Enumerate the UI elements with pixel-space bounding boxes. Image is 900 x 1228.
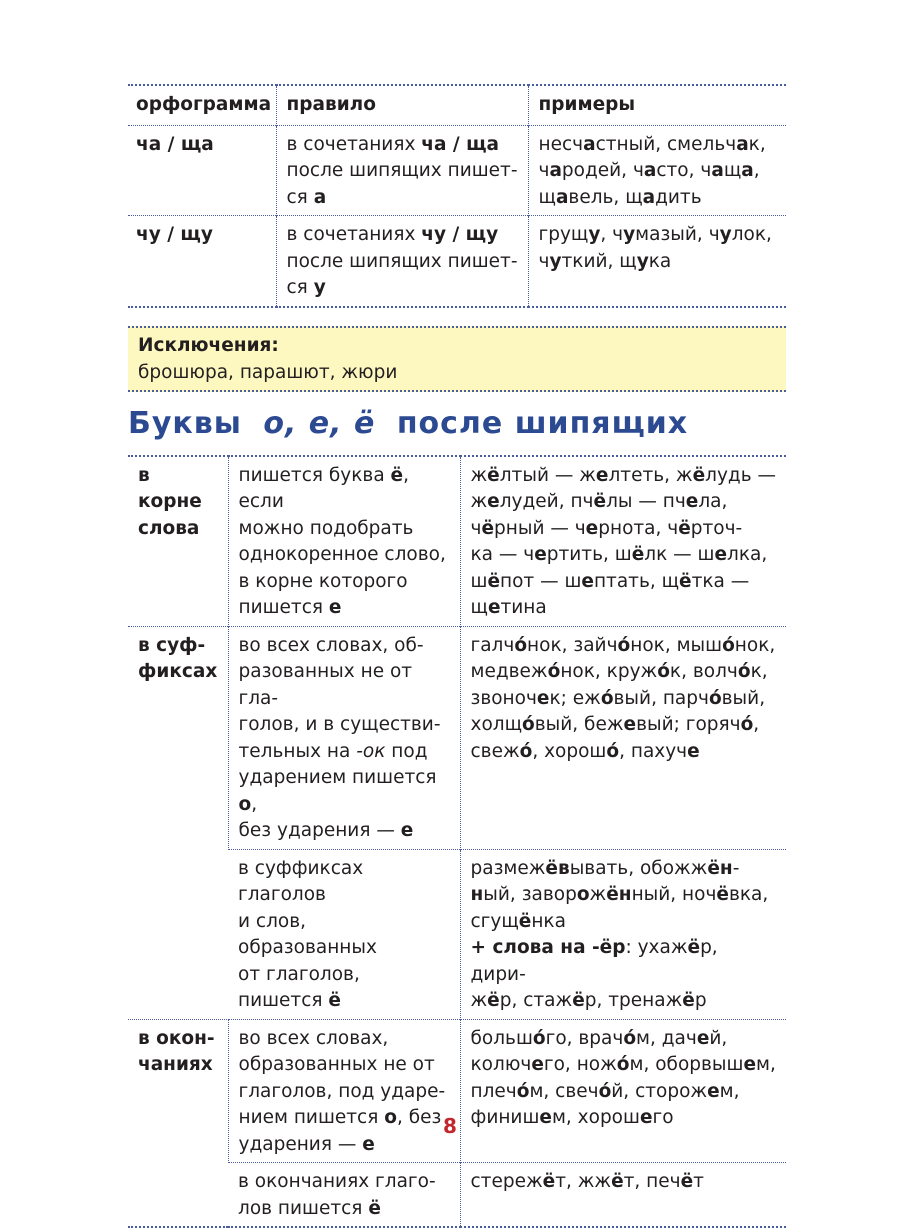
spelling-cell: чу / щу [128,216,276,307]
examples-cell: большо́го, врачо́м, дачей, колючего, ножо́м, оборвышем, плечо́м, свечо́й, сторожем, финишем, хорошего [460,1019,786,1163]
rule-cell: в сочетаниях чу / щу после шипящих пишет- ся у [276,216,528,307]
rule-cell: во всех словах, образованных не от глаголов, под ударе- нием пишется о, без ударения — е [228,1019,460,1163]
rule-cell: в окончаниях глаго- лов пишется ё [228,1163,460,1228]
examples-cell: грущу, чумазый, чулок, чуткий, щука [528,216,786,307]
table-header-row [128,85,786,125]
examples-cell: несчастный, смельчак, чародей, часто, чаща, щавель, щадить [528,125,786,216]
place-cell: в окон- чаниях [128,1019,228,1227]
spelling-cell: ча / ща [128,125,276,216]
rule-cell: в сочетаниях ча / ща после шипящих пишет- ся а [276,125,528,216]
heading-letters: о, е, ё [263,406,375,441]
heading-suffix: после шипящих [397,406,688,441]
header-spelling: орфограмма [128,85,276,125]
exceptions-box [128,326,786,392]
header-rule: правило [276,85,528,125]
table-row [128,456,786,627]
examples-cell: жёлтый — желтеть, жёлудь — желудей, пчёлы — пчела, чёрный — чернота, чёрточ- ка — чертить, шёлк — шелка, шёпот — шептать, щётка — щетина [460,456,786,627]
table-row [128,1019,786,1163]
examples-cell: стережёт, жжёт, печёт [460,1163,786,1228]
table-row [128,125,786,216]
place-cell: в суф- фиксах [128,626,228,1019]
exceptions-title: Исключения: [138,332,776,359]
page-number: 8 [0,1114,900,1138]
examples-cell: размежёвывать, обожжён- ный, заворожённый, ночёвка, сгущёнка + слова на -ёр: ухажёр, дири- жёр, стажёр, тренажёр [460,849,786,1019]
examples-cell: галчо́нок, зайчо́нок, мышо́нок, медвежо́нок, кружо́к, волчо́к, звоночек; ежо́вый, парчо́вый, холщо́вый, бежевый; горячо́, свежо́, хорошо́, пахуче [460,626,786,849]
spelling-table-cha-chu [128,84,786,308]
header-examples: примеры [528,85,786,125]
place-cell: в корне слова [128,456,228,627]
heading-prefix: Буквы [128,406,242,441]
page-content [128,84,786,1228]
rule-cell: в суффиксах глаголов и слов, образованных от глаголов, пишется ё [228,849,460,1019]
table-row [128,626,786,849]
exceptions-text: брошюра, парашют, жюри [138,359,776,386]
section-heading [128,406,786,441]
spelling-table-o-e-yo [128,455,786,1228]
table-row [128,216,786,307]
rule-cell: пишется буква ё, если можно подобрать однокоренное слово, в корне которого пишется е [228,456,460,627]
rule-cell: во всех словах, об- разованных не от гла- голов, и в существи- тельных на -ок под ударением пишется о, без ударения — е [228,626,460,849]
